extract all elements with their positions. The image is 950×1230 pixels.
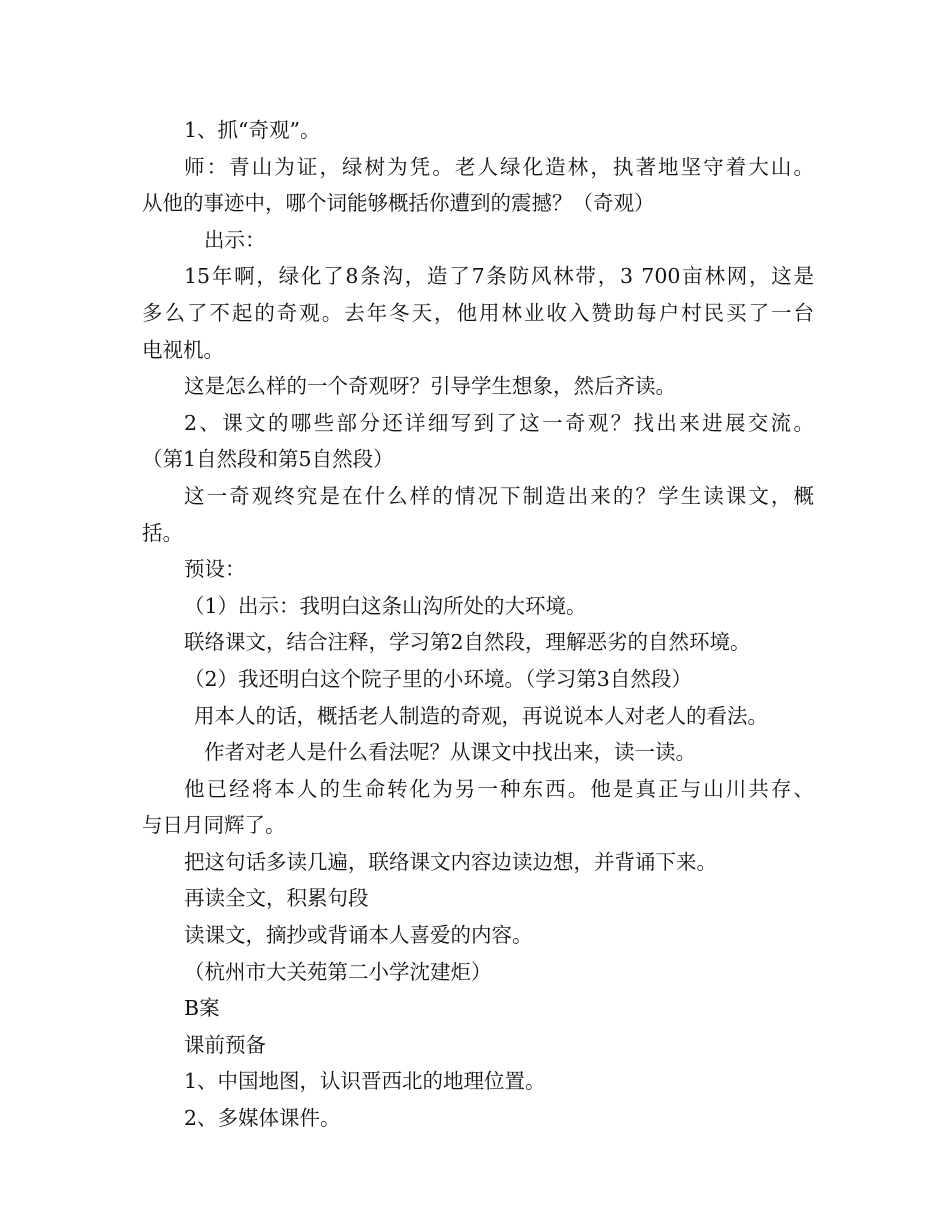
paragraph-line-25: B案 <box>184 996 220 1021</box>
paragraph-line-8: 这是怎么样的一个奇观呀？引导学生想象，然后齐读。 <box>184 374 676 399</box>
paragraph-line-4: 出示： <box>204 227 266 252</box>
paragraph-line-7: 电视机。 <box>142 337 224 362</box>
paragraph-line-3: 从他的事迹中，哪个词能够概括你遭到的震撼？（奇观） <box>142 191 655 216</box>
document-body <box>142 112 814 1137</box>
paragraph-line-18: 作者对老人是什么看法呢？从课文中找出来，读一读。 <box>204 740 696 765</box>
paragraph-line-9: 2、课文的哪些部分还详细写到了这一奇观？找出来进展交流。 <box>184 410 814 435</box>
paragraph-line-10: （第1自然段和第5自然段） <box>142 447 394 472</box>
paragraph-line-1: 1、抓“奇观”。 <box>184 118 321 142</box>
paragraph-line-17: 用本人的话，概括老人制造的奇观，再说说本人对老人的看法。 <box>194 703 768 728</box>
paragraph-line-22: 再读全文，积累句段 <box>184 886 369 911</box>
paragraph-line-12: 括。 <box>142 520 183 545</box>
paragraph-line-15: 联络课文，结合注释，学习第2自然段，理解恶劣的自然环境。 <box>184 630 751 655</box>
paragraph-line-14: （1）出示：我明白这条山沟所处的大环境。 <box>184 593 587 618</box>
paragraph-line-13: 预设： <box>184 557 246 582</box>
paragraph-line-19: 他已经将本人的生命转化为另一种东西。他是真正与山川共存、 <box>184 776 814 801</box>
paragraph-line-24: （杭州市大关苑第二小学沈建炬） <box>184 959 492 984</box>
paragraph-line-11: 这一奇观终究是在什么样的情况下制造出来的？学生读课文，概 <box>184 483 814 508</box>
paragraph-line-6: 多么了不起的奇观。去年冬天，他用林业收入赞助每户村民买了一台 <box>142 300 814 325</box>
paragraph-line-27: 1、中国地图，认识晋西北的地理位置。 <box>184 1069 546 1094</box>
paragraph-line-16: （2）我还明白这个院子里的小环境。（学习第3自然段） <box>184 666 692 691</box>
paragraph-line-23: 读课文，摘抄或背诵本人喜爱的内容。 <box>184 923 533 948</box>
paragraph-line-28: 2、多媒体课件。 <box>184 1106 341 1131</box>
paragraph-line-5: 15年啊，绿化了8条沟，造了7条防风林带，3 700亩林网，这是 <box>184 264 814 289</box>
paragraph-line-20: 与日月同辉了。 <box>142 813 286 838</box>
paragraph-line-2: 师：青山为证，绿树为凭。老人绿化造林，执著地坚守着大山。 <box>184 154 814 179</box>
paragraph-line-21: 把这句话多读几遍，联络课文内容边读边想，并背诵下来。 <box>184 849 717 874</box>
paragraph-line-26: 课前预备 <box>184 1032 266 1057</box>
